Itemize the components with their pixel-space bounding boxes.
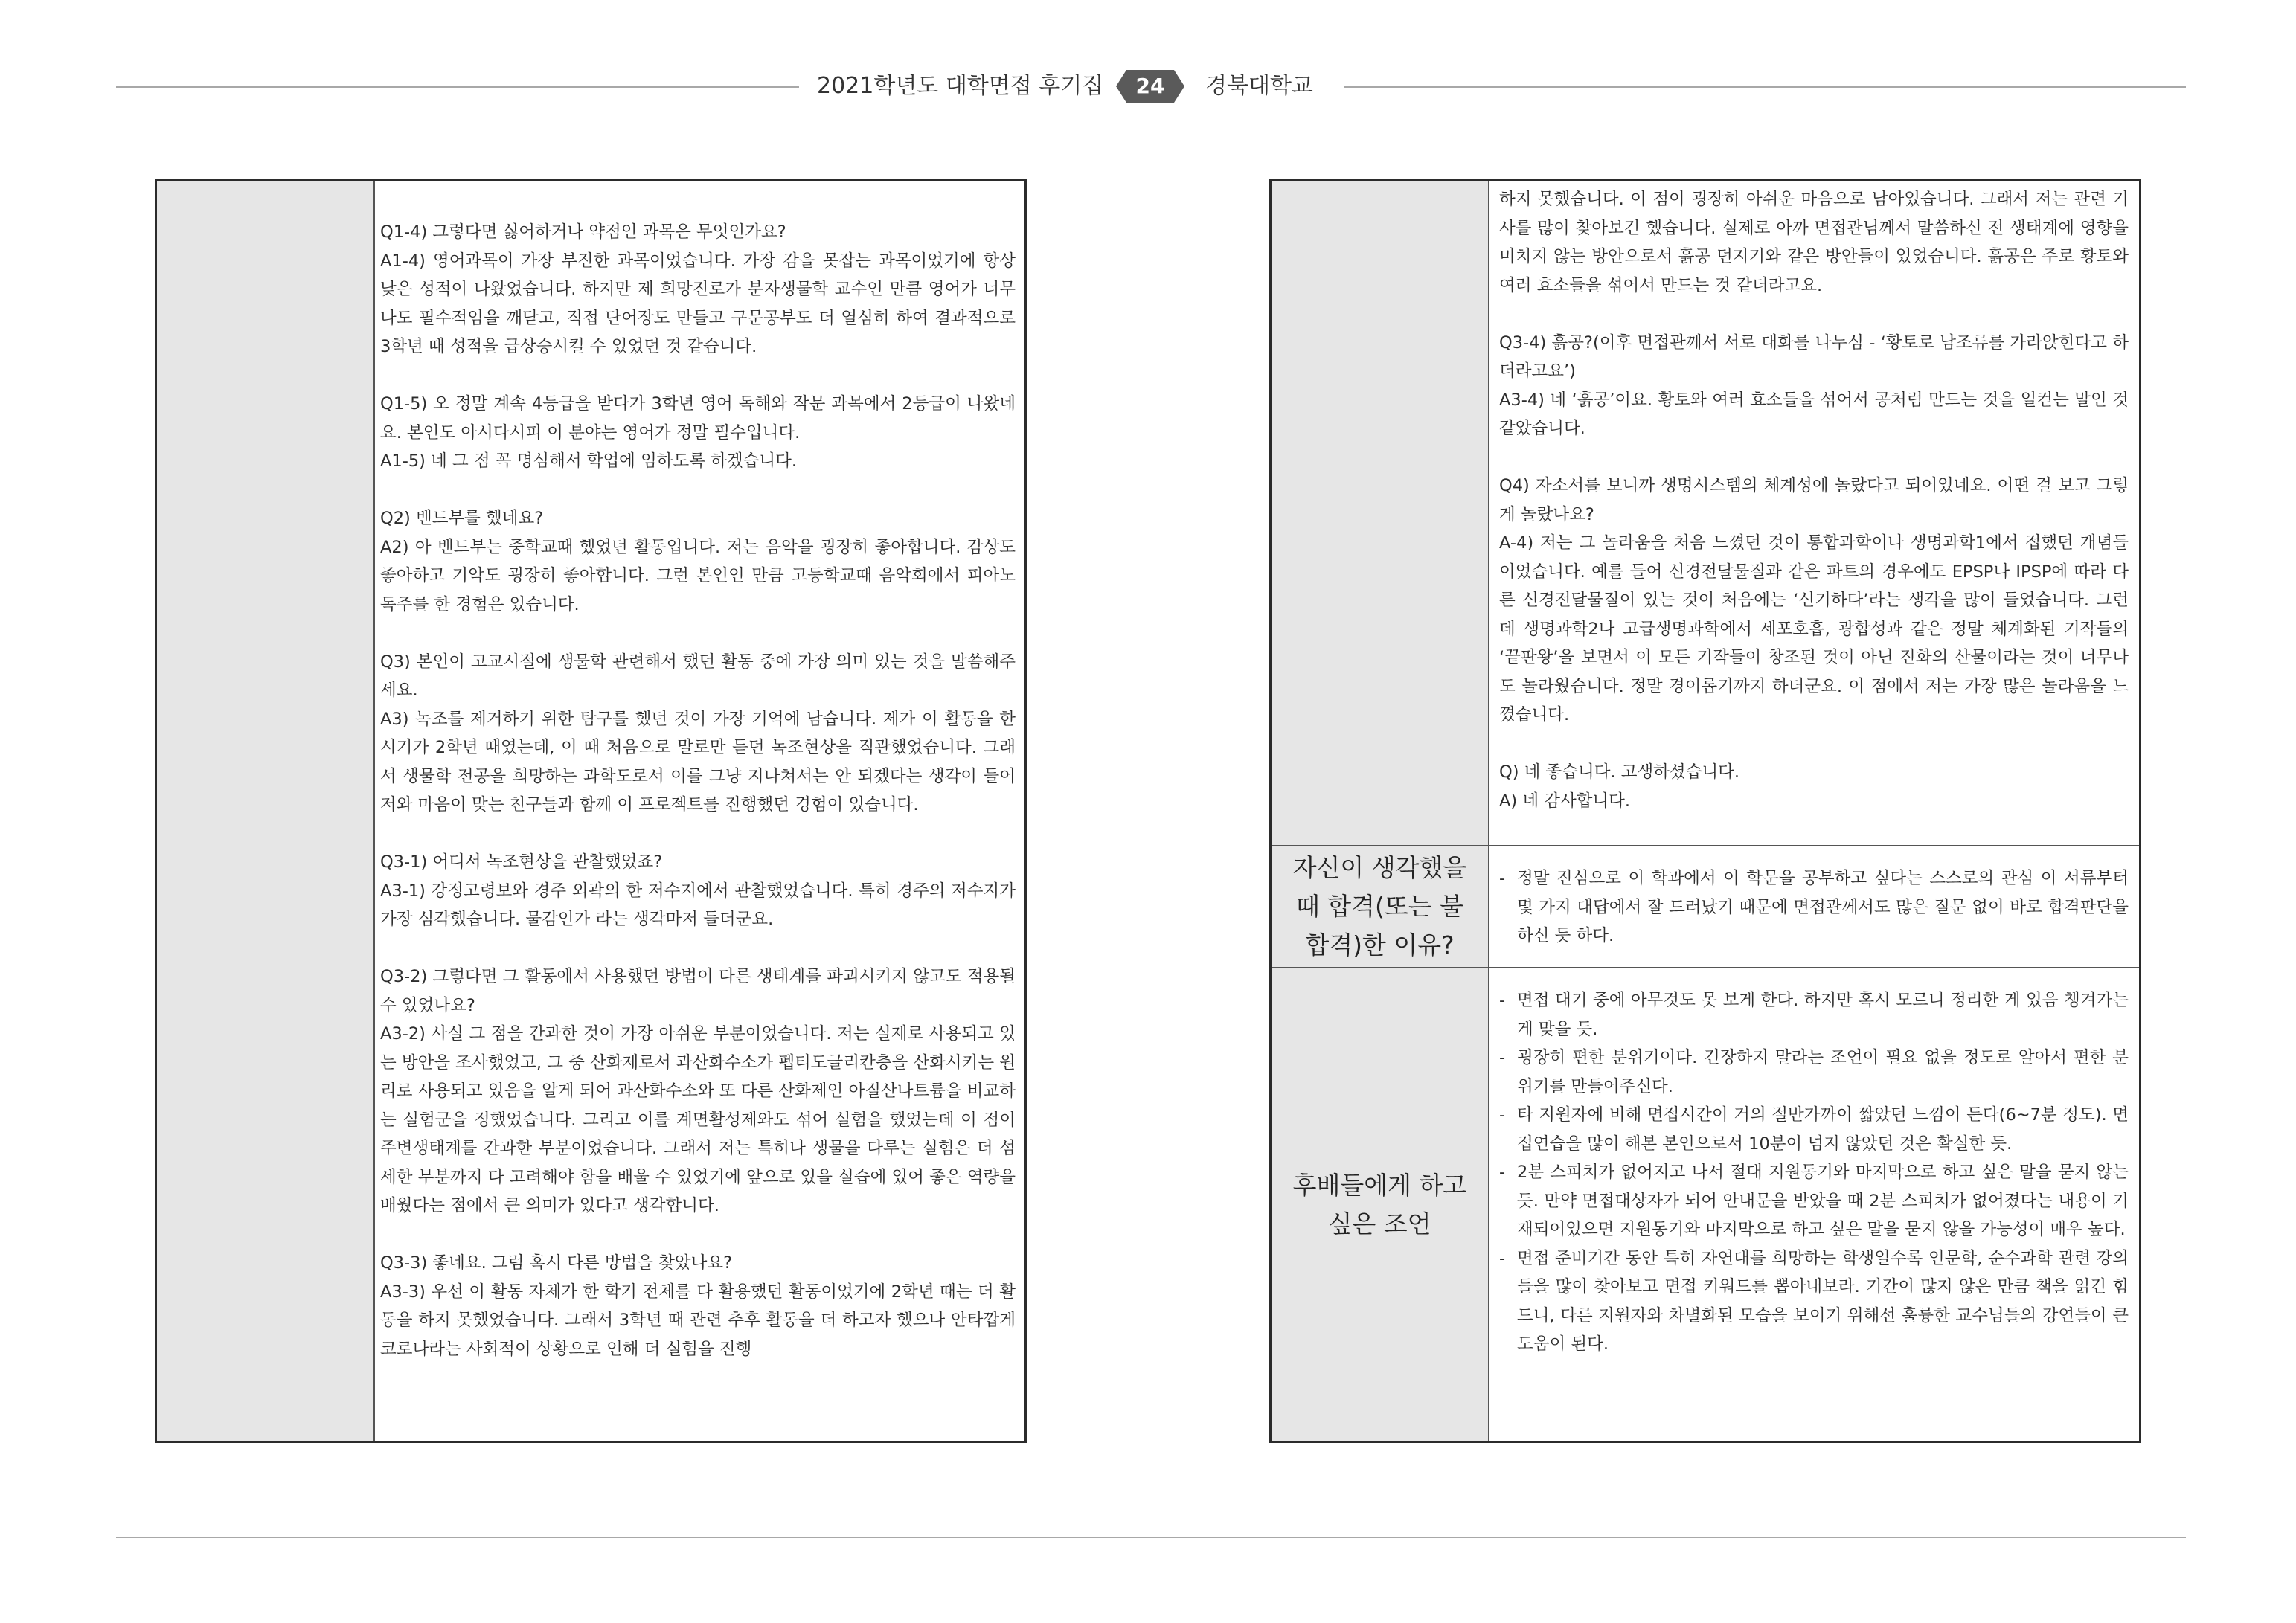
reason-row (1272, 845, 2139, 967)
interview-table-left (155, 179, 1027, 1443)
qa-paragraph: A3-3) 우선 이 활동 자체가 한 학기 전체를 다 활용했던 활동이었기에 2학년 때는 더 활동을 하지 못했었습니다. 그래서 3학년 때 관련 추후 활동을 더 하고자 했으나 안타깝게 코로나라는 사회적이 상황으로 인해 더 실험을 진행 (380, 1282, 1016, 1359)
bullet-dash: - (1499, 1105, 1506, 1125)
qa-paragraph: A) 네 감사합니다. (1499, 791, 1631, 811)
continuation-row (1272, 181, 2139, 845)
qa-paragraph: A3-2) 사실 그 점을 간과한 것이 가장 아쉬운 부분이었습니다. 저는 실제로 사용되고 있는 방안을 조사했었고, 그 중 산화제로서 과산화수소가 펩티도글리칸층을 산화시키는 원리로 사용되고 있음을 알게 되어 과산화수소와 또 다른 산화제인 아질산나트륨을 비교하는 실험군을 정했었습니다. 그리고 이를 계면활성제와도 섞어 실험을 했었는데 이 점이 주변생태계를 간과한 부분이었습니다. 그래서 저는 특히나 생물을 다루는 실험은 더 섬세한 부분까지 다 고려해야 함을 배울 수 있었기에 앞으로 있을 실습에 있어 좋은 역량을 배웠다는 점에서 큰 의미가 있다고 생각합니다. (380, 1024, 1016, 1215)
bullet-dash: - (1499, 1048, 1506, 1067)
bullet-text: 면접 준비기간 동안 특히 자연대를 희망하는 학생일수록 인문학, 순수과학 관련 강의들을 많이 찾아보고 면접 키워드를 뽑아내보라. 기간이 많지 않은 만큼 책을 읽긴 힘드니, 다른 지원자와 차별화된 모습을 보이기 위해선 훌륭한 교수님들의 강연들이 큰 도움이 된다. (1517, 1248, 2129, 1354)
advice-text (1499, 986, 2129, 1359)
bullet-text: 2분 스피치가 없어지고 나서 절대 지원동기와 마지막으로 하고 싶은 말을 묻지 않는 듯. 만약 면접대상자가 되어 안내문을 받았을 때 2분 스피치가 없어졌다는 내용이 기재되어있으면 지원동기와 마지막으로 하고 싶은 말을 묻지 않을 가능성이 매우 높다. (1517, 1163, 2129, 1239)
page-number: 24 (1135, 74, 1165, 98)
bullet-text: 정말 진심으로 이 학과에서 이 학문을 공부하고 싶다는 스스로의 관심 이 서류부터 몇 가지 대답에서 잘 드러났기 때문에 면접관께서도 많은 질문 없이 바로 합격판단을 하신 듯 하다. (1517, 869, 2129, 945)
header-school: 경북대학교 (1205, 73, 1313, 99)
header-title: 2021학년도 대학면접 후기집 (817, 73, 1104, 99)
label-column (157, 181, 375, 1441)
qa-paragraph: Q3) 본인이 고교시절에 생물학 관련해서 했던 활동 중에 가장 의미 있는 것을 말씀해주세요. (380, 652, 1016, 700)
continuation-text (1499, 185, 2129, 815)
bullet-item (1499, 1101, 2129, 1158)
qa-paragraph: 하지 못했습니다. 이 점이 굉장히 아쉬운 마음으로 남아있습니다. 그래서 저는 관련 기사를 많이 찾아보긴 했습니다. 실제로 아까 면접관님께서 말씀하신 전 생태계에 영향을 미치지 않는 방안으로서 흙공 던지기와 같은 방안들이 있었습니다. 흙공은 주로 황토와 여러 효소들을 섞어서 만드는 것 같더라고요. (1499, 190, 2129, 295)
bullet-dash: - (1499, 1248, 1506, 1268)
qa-paragraph: Q3-2) 그렇다면 그 활동에서 사용했던 방법이 다른 생태계를 파괴시키지 않고도 적용될 수 있었나요? (380, 967, 1016, 1015)
qa-paragraph: Q1-4) 그렇다면 싫어하거나 약점인 과목은 무엇인가요? (380, 222, 786, 242)
header-rule-left (116, 86, 799, 88)
continuation-label-cell (1272, 181, 1489, 845)
bullet-item (1499, 986, 2129, 1044)
qa-paragraph: Q3-3) 좋네요. 그럼 혹시 다른 방법을 찾았나요? (380, 1253, 733, 1273)
bullet-text: 면접 대기 중에 아무것도 못 보게 한다. 하지만 혹시 모르니 정리한 게 있음 챙겨가는 게 맞을 듯. (1517, 991, 2129, 1039)
interview-text (380, 218, 1016, 1441)
qa-paragraph: Q4) 자소서를 보니까 생명시스템의 체계성에 놀랐다고 되어있네요. 어떤 걸 보고 그렇게 놀랐나요? (1499, 476, 2129, 524)
qa-paragraph: A1-4) 영어과목이 가장 부진한 과목이었습니다. 가장 감을 못잡는 과목이었기에 항상 낮은 성적이 나왔었습니다. 하지만 제 희망진로가 분자생물학 교수인 만큼 영어가 너무나도 필수적임을 깨닫고, 직접 단어장도 만들고 구문공부도 더 열심히 하여 결과적으로 3학년 때 성적을 급상승시킬 수 있었던 것 같습니다. (380, 251, 1016, 356)
qa-paragraph: Q) 네 좋습니다. 고생하셨습니다. (1499, 762, 1740, 782)
bullet-dash: - (1499, 991, 1506, 1010)
advice-row (1272, 967, 2139, 1441)
reason-text (1499, 864, 2129, 951)
bullet-dash: - (1499, 1163, 1506, 1182)
qa-paragraph: A1-5) 네 그 점 꼭 명심해서 학업에 임하도록 하겠습니다. (380, 451, 797, 471)
advice-label: 후배들에게 하고 싶은 조언 (1272, 968, 1489, 1441)
bullet-text: 타 지원자에 비해 면접시간이 거의 절반가까이 짧았던 느낌이 든다(6~7분 정도). 면접연습을 많이 해본 본인으로서 10분이 넘지 않았던 것은 확실한 듯. (1517, 1105, 2129, 1154)
qa-paragraph: A-4) 저는 그 놀라움을 처음 느꼈던 것이 통합과학이나 생명과학1에서 접했던 개념들이었습니다. 예를 들어 신경전달물질과 같은 파트의 경우에도 EPSP나 IPSP에 따라 다른 신경전달물질이 있는 것이 처음에는 ‘신기하다’라는 생각을 많이 들었습니다. 그런데 생명과학2나 고급생명과학에서 세포호흡, 광합성과 같은 정말 체계화된 기작들의 ‘끝판왕’을 보면서 이 모든 기작들이 창조된 것이 아닌 진화의 산물이라는 것이 너무나도 놀라웠습니다. 정말 경이롭기까지 하더군요. 이 점에서 저는 가장 많은 놀라움을 느꼈습니다. (1499, 533, 2129, 724)
qa-paragraph: A3-4) 네 ‘흙공’이요. 황토와 여러 효소들을 섞어서 공처럼 만드는 것을 일컫는 말인 것 같았습니다. (1499, 390, 2129, 438)
bullet-item (1499, 1158, 2129, 1244)
bullet-item (1499, 1244, 2129, 1359)
qa-paragraph: Q3-1) 어디서 녹조현상을 관찰했었죠? (380, 852, 663, 872)
footer-rule (116, 1537, 2186, 1538)
bullet-item (1499, 864, 2129, 951)
qa-paragraph: A2) 아 밴드부는 중학교때 했었던 활동입니다. 저는 음악을 굉장히 좋아합니다. 감상도 좋아하고 기악도 굉장히 좋아합니다. 그런 본인인 만큼 고등학교때 음악회에서 피아노 독주를 한 경험은 있습니다. (380, 537, 1016, 614)
qa-paragraph: A3) 녹조를 제거하기 위한 탐구를 했던 것이 가장 기억에 남습니다. 제가 이 활동을 한 시기가 2학년 때였는데, 이 때 처음으로 말로만 듣던 녹조현상을 직관했었습니다. 그래서 생물학 전공을 희망하는 과학도로서 이를 그냥 지나쳐서는 안 되겠다는 생각이 들어 저와 마음이 맞는 친구들과 함께 이 프로젝트를 진행했던 경험이 있습니다. (380, 709, 1016, 814)
bullet-dash: - (1499, 869, 1506, 888)
interview-table-right (1269, 179, 2141, 1443)
qa-paragraph: A3-1) 강정고령보와 경주 외곽의 한 저수지에서 관찰했었습니다. 특히 경주의 저수지가 가장 심각했습니다. 물감인가 라는 생각마저 들더군요. (380, 881, 1016, 929)
header-rule-right (1344, 86, 2186, 88)
qa-paragraph: Q1-5) 오 정말 계속 4등급을 받다가 3학년 영어 독해와 작문 과목에서 2등급이 나왔네요. 본인도 아시다시피 이 분야는 영어가 정말 필수입니다. (380, 394, 1016, 443)
reason-label: 자신이 생각했을 때 합격(또는 불합격)한 이유? (1272, 846, 1489, 967)
bullet-text: 굉장히 편한 분위기이다. 긴장하지 말라는 조언이 필요 없을 정도로 알아서 편한 분위기를 만들어주신다. (1517, 1048, 2129, 1096)
qa-paragraph: Q2) 밴드부를 했네요? (380, 509, 544, 528)
qa-paragraph: Q3-4) 흙공?(이후 면접관께서 서로 대화를 나누심 - ‘황토로 남조류를 가라앉힌다고 하더라고요’) (1499, 332, 2129, 381)
bullet-item (1499, 1044, 2129, 1101)
